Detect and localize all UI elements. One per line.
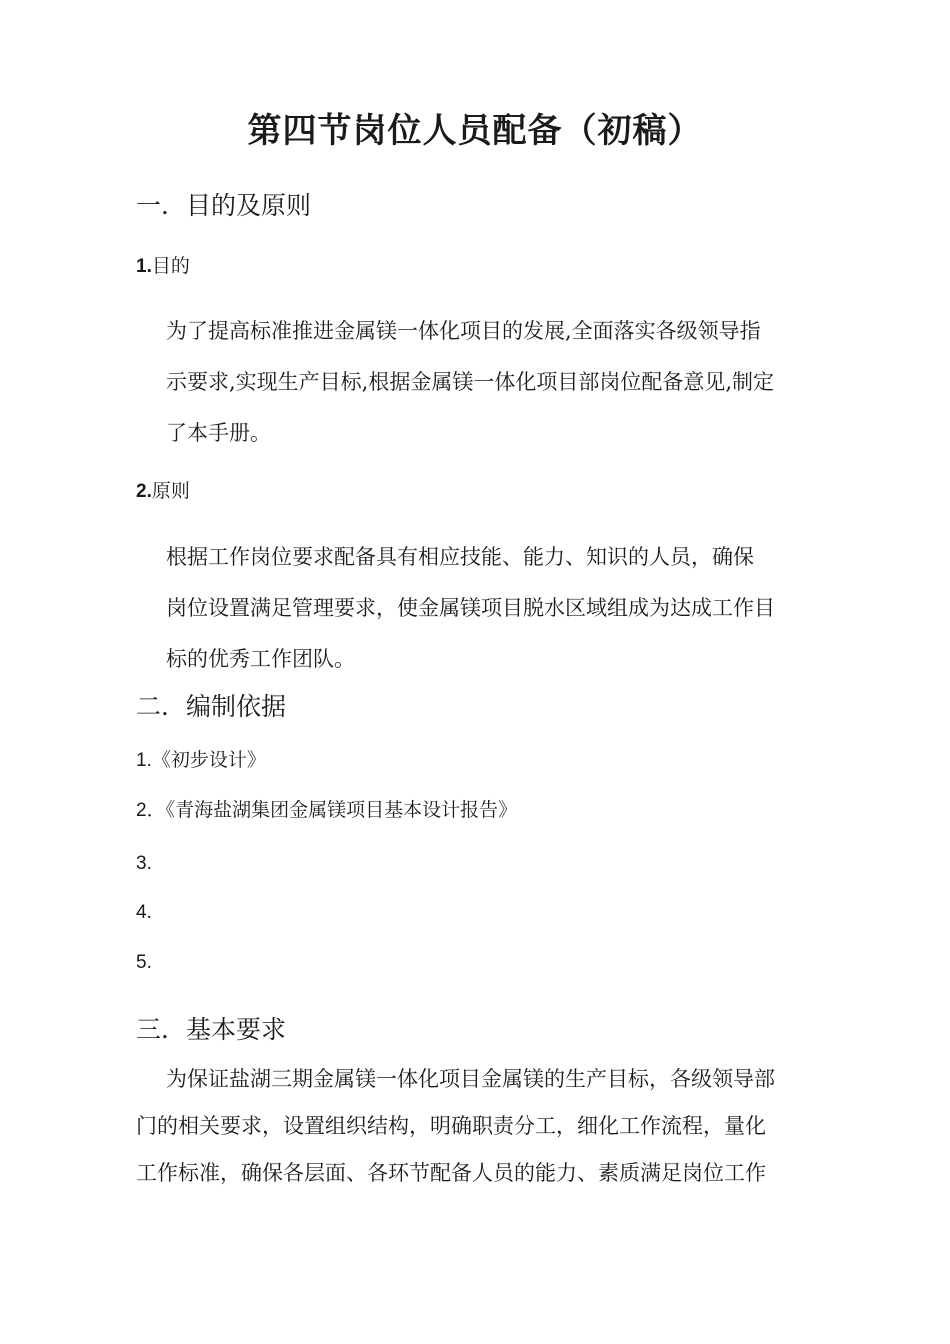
list-item-number: 5. xyxy=(136,952,152,973)
subsection-heading-purpose xyxy=(136,252,190,281)
purpose-paragraph xyxy=(166,306,774,459)
subsection-label: 原则 xyxy=(151,480,190,502)
list-item-text: 《青海盐湖集团金属镁项目基本设计报告》 xyxy=(165,799,518,821)
list-item-number: 3. xyxy=(136,853,152,874)
paragraph-line: 为保证盐湖三期金属镁一体化项目金属镁的生产目标，各级领导部 xyxy=(166,1067,775,1091)
list-item xyxy=(136,898,152,927)
paragraph-line: 门的相关要求，设置组织结构，明确职责分工，细化工作流程，量化 xyxy=(136,1114,766,1138)
subsection-heading-principles xyxy=(136,477,190,506)
list-item xyxy=(136,796,517,825)
list-item-text: 《初步设计》 xyxy=(151,749,266,771)
list-item xyxy=(136,746,266,775)
section-heading-basis: 二．编制依据 xyxy=(136,692,287,721)
subsection-label: 目的 xyxy=(151,255,190,277)
list-item xyxy=(136,849,152,878)
list-item-number: 2． xyxy=(136,800,166,821)
paragraph-line: 工作标准，确保各层面、各环节配备人员的能力、素质满足岗位工作 xyxy=(136,1161,766,1185)
principles-paragraph xyxy=(166,532,775,685)
paragraph-line: 了本手册。 xyxy=(166,421,271,445)
list-item-number: 4. xyxy=(136,902,152,923)
paragraph-line: 示要求,实现生产目标,根据金属镁一体化项目部岗位配备意见,制定 xyxy=(166,370,775,394)
paragraph-line: 岗位设置满足管理要求，使金属镁项目脱水区域组成为达成工作目 xyxy=(166,596,775,620)
paragraph-line: 为了提高标准推进金属镁一体化项目的发展,全面落实各级领导指 xyxy=(166,319,761,343)
subsection-number: 1. xyxy=(136,256,152,277)
section-heading-basic-requirements: 三．基本要求 xyxy=(136,1015,287,1044)
paragraph-line: 根据工作岗位要求配备具有相应技能、能力、知识的人员，确保 xyxy=(166,545,754,569)
section-heading-purpose-principles: 一．目的及原则 xyxy=(136,191,312,220)
page-title: 第四节岗位人员配备（初稿） xyxy=(247,111,703,151)
list-item-number: 1. xyxy=(136,750,152,771)
list-item xyxy=(136,948,152,977)
subsection-number: 2. xyxy=(136,481,152,502)
paragraph-line: 标的优秀工作团队。 xyxy=(166,647,355,671)
